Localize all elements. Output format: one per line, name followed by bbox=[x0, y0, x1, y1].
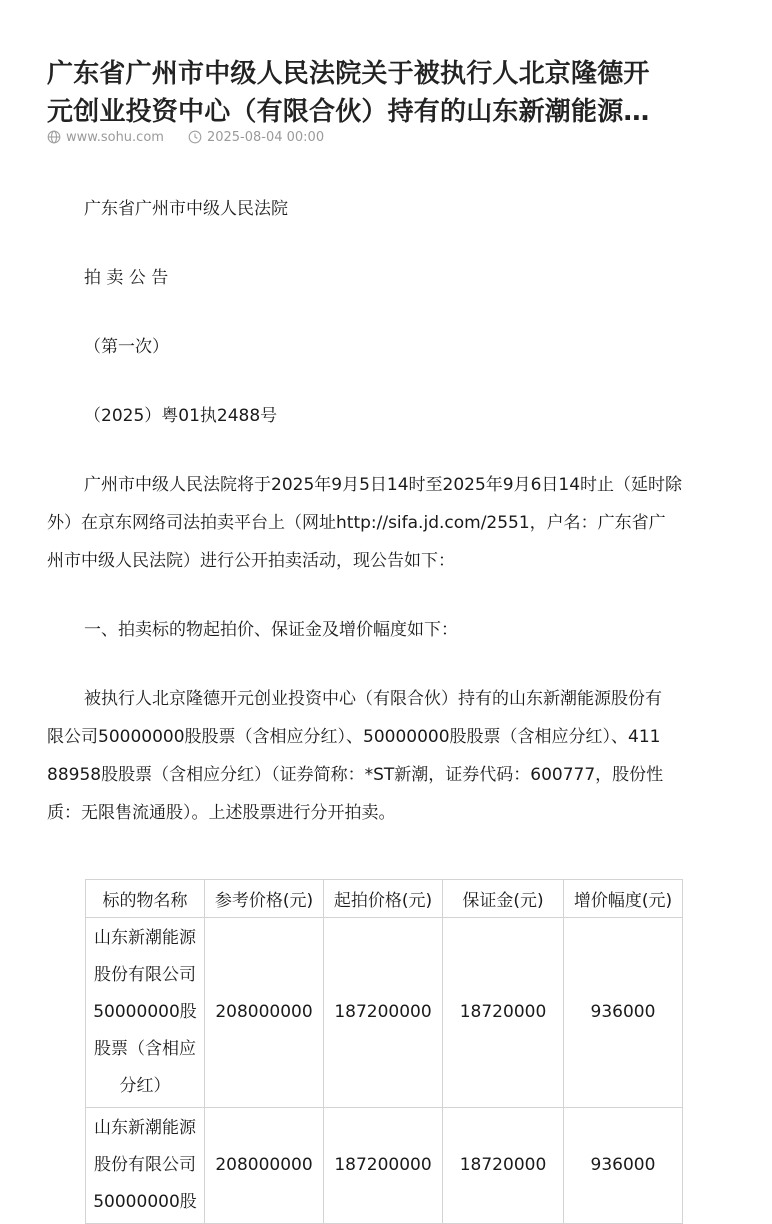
column-header: 起拍价格(元) bbox=[324, 880, 443, 918]
article-title-line-2: 元创业投资中心（有限合伙）持有的山东新潮能源… bbox=[47, 97, 650, 128]
deposit-cell: 18720000 bbox=[443, 1108, 564, 1224]
globe-icon bbox=[47, 130, 61, 144]
starting-price-cell: 187200000 bbox=[324, 918, 443, 1108]
court-name: 广东省广州市中级人民法院 bbox=[84, 199, 288, 219]
source-link[interactable] bbox=[47, 130, 164, 145]
table-row bbox=[86, 1108, 683, 1224]
case-number: （2025）粤01执2488号 bbox=[84, 406, 278, 426]
article-body bbox=[47, 190, 719, 832]
intro-line: 广州市中级人民法院将于2025年9月5日14时至2025年9月6日14时止（延时除 bbox=[84, 475, 683, 495]
notice-heading: 拍 卖 公 告 bbox=[84, 268, 169, 288]
section-heading: 一、拍卖标的物起拍价、保证金及增价幅度如下： bbox=[84, 620, 458, 640]
item-name-line: 50000000股 bbox=[93, 1192, 197, 1212]
article-title bbox=[47, 55, 737, 131]
item-name-line: 分红） bbox=[119, 1076, 171, 1096]
item-name-line: 山东新潮能源 bbox=[94, 1118, 196, 1138]
description-line: 质：无限售流通股）。上述股票进行分开拍卖。 bbox=[47, 803, 396, 823]
intro-line: 外）在京东网络司法拍卖平台上（网址http://sifa.jd.com/2551，户名：广东省广 bbox=[47, 513, 666, 533]
table-row bbox=[86, 918, 683, 1108]
item-name-line: 50000000股 bbox=[93, 1002, 197, 1022]
clock-icon bbox=[188, 130, 202, 144]
description-paragraph bbox=[47, 680, 719, 832]
starting-price-cell: 187200000 bbox=[324, 1108, 443, 1224]
increment-cell: 936000 bbox=[564, 918, 683, 1108]
reference-price-cell: 208000000 bbox=[205, 1108, 324, 1224]
intro-paragraph bbox=[47, 466, 719, 580]
description-line: 限公司50000000股股票（含相应分红）、50000000股股票（含相应分红）、411 bbox=[47, 727, 661, 747]
description-line: 被执行人北京隆德开元创业投资中心（有限合伙）持有的山东新潮能源股份有 bbox=[84, 689, 662, 709]
item-name-line: 股份有限公司 bbox=[94, 1155, 196, 1175]
article-meta bbox=[47, 127, 324, 147]
item-name-cell bbox=[86, 1108, 205, 1224]
source-text: www.sohu.com bbox=[66, 129, 164, 145]
auction-items-table bbox=[85, 879, 683, 1224]
article-title-line-1: 广东省广州市中级人民法院关于被执行人北京隆德开 bbox=[47, 59, 650, 90]
publish-time bbox=[188, 130, 324, 145]
column-header: 标的物名称 bbox=[86, 880, 205, 918]
item-name-line: 股份有限公司 bbox=[94, 965, 196, 985]
deposit-cell: 18720000 bbox=[443, 918, 564, 1108]
intro-line: 州市中级人民法院）进行公开拍卖活动，现公告如下： bbox=[47, 551, 455, 571]
table-header-row bbox=[86, 880, 683, 918]
column-header: 参考价格(元) bbox=[205, 880, 324, 918]
item-name-line: 山东新潮能源 bbox=[94, 928, 196, 948]
column-header: 增价幅度(元) bbox=[564, 880, 683, 918]
reference-price-cell: 208000000 bbox=[205, 918, 324, 1108]
item-name-line: 股票（含相应 bbox=[94, 1039, 196, 1059]
publish-time-text: 2025-08-04 00:00 bbox=[206, 129, 325, 145]
column-header: 保证金(元) bbox=[443, 880, 564, 918]
auction-round: （第一次） bbox=[84, 337, 169, 357]
description-line: 88958股股票（含相应分红）（证券简称：*ST新潮，证券代码：600777，股份性 bbox=[47, 765, 664, 785]
increment-cell: 936000 bbox=[564, 1108, 683, 1224]
item-name-cell bbox=[86, 918, 205, 1108]
